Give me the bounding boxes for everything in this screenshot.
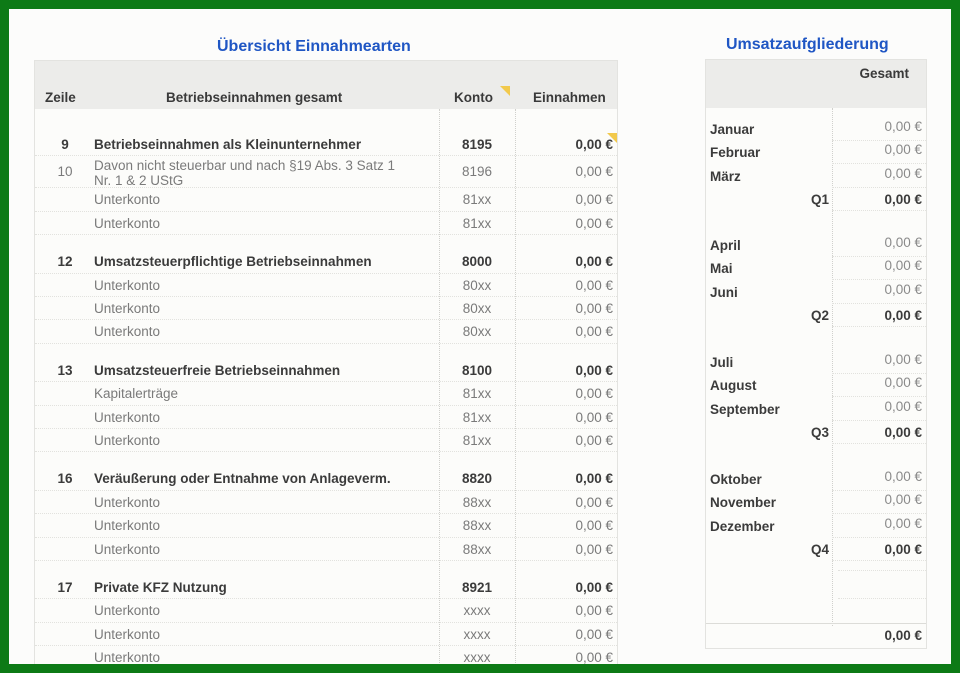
- quarter-total[interactable]: 0,00 €: [884, 192, 922, 208]
- grand-total[interactable]: 0,00 €: [884, 628, 922, 643]
- left-table-title: Übersicht Einnahmearten: [217, 38, 411, 55]
- table-row: [35, 133, 617, 156]
- header-gesamt: Gesamt: [859, 66, 909, 81]
- description-cell: Kapitalerträge: [94, 386, 179, 402]
- month-label: April: [710, 238, 741, 253]
- description-cell: Unterkonto: [94, 494, 161, 510]
- description-cell: Private KFZ Nutzung: [94, 580, 227, 595]
- month-value[interactable]: 0,00 €: [884, 515, 922, 531]
- description-cell: Unterkonto: [94, 603, 161, 619]
- table-row: [35, 491, 617, 514]
- amount-cell[interactable]: 0,00 €: [575, 494, 613, 510]
- table-row: [35, 514, 617, 537]
- month-value[interactable]: 0,00 €: [884, 119, 922, 134]
- amount-cell[interactable]: 0,00 €: [575, 192, 613, 208]
- row-divider: [35, 343, 617, 344]
- table-row: [35, 156, 617, 188]
- konto-cell[interactable]: xxxx: [463, 650, 491, 664]
- month-value[interactable]: 0,00 €: [884, 352, 922, 367]
- amount-cell[interactable]: 0,00 €: [575, 603, 613, 619]
- table-row: [35, 250, 617, 273]
- month-value[interactable]: 0,00 €: [884, 258, 922, 274]
- description-cell: Unterkonto: [94, 433, 161, 448]
- konto-cell[interactable]: 8820: [461, 471, 493, 487]
- description-cell: Betriebseinnahmen als Kleinunternehmer: [94, 137, 362, 152]
- konto-cell[interactable]: 8195: [461, 137, 493, 152]
- table-row: [35, 274, 617, 297]
- table-row: [35, 297, 617, 320]
- table-row: [35, 538, 617, 561]
- amount-cell[interactable]: 0,00 €: [575, 518, 613, 534]
- row-divider: [832, 210, 926, 211]
- row-divider: [832, 560, 926, 561]
- month-label: Juli: [710, 355, 734, 370]
- zeile-cell: 9: [61, 137, 69, 152]
- header-zeile: Zeile: [45, 90, 76, 105]
- zeile-cell: 13: [57, 362, 73, 378]
- month-label: Oktober: [710, 472, 762, 487]
- comment-marker-icon[interactable]: [607, 133, 617, 143]
- table-row: [35, 576, 617, 599]
- revenue-breakdown-table: [705, 59, 927, 649]
- amount-cell[interactable]: 0,00 €: [575, 580, 613, 595]
- description-cell: Unterkonto: [94, 192, 161, 208]
- konto-cell[interactable]: 81xx: [462, 386, 492, 402]
- income-types-table: [34, 60, 618, 664]
- amount-cell[interactable]: 0,00 €: [575, 541, 613, 557]
- table-row: [35, 406, 617, 429]
- table-row: [35, 382, 617, 405]
- description-cell: Unterkonto: [94, 409, 161, 425]
- header-konto: Konto: [454, 90, 493, 105]
- konto-cell[interactable]: xxxx: [463, 603, 491, 619]
- amount-cell[interactable]: 0,00 €: [575, 137, 613, 152]
- quarter-total[interactable]: 0,00 €: [884, 308, 922, 324]
- table-row: [35, 467, 617, 490]
- amount-cell[interactable]: 0,00 €: [575, 409, 613, 425]
- month-label: November: [710, 495, 777, 511]
- amount-cell[interactable]: 0,00 €: [575, 471, 613, 487]
- description-cell: Unterkonto: [94, 541, 161, 557]
- month-label: September: [710, 401, 780, 417]
- header-description: Betriebseinnahmen gesamt: [166, 90, 343, 105]
- description-cell: Unterkonto: [94, 215, 161, 231]
- row-divider: [35, 451, 617, 452]
- header-einnahmen: Einnahmen: [533, 90, 606, 105]
- row-divider: [832, 326, 926, 327]
- table-row: [35, 599, 617, 622]
- description-cell: Unterkonto: [94, 277, 161, 293]
- quarter-label: Q3: [810, 425, 829, 441]
- table-row: [35, 212, 617, 235]
- spreadsheet-frame: [9, 9, 951, 664]
- table-header: [35, 61, 617, 109]
- quarter-total[interactable]: 0,00 €: [884, 542, 922, 558]
- comment-marker-icon[interactable]: [500, 86, 510, 96]
- table-header: [706, 60, 926, 108]
- konto-cell[interactable]: 80xx: [462, 277, 492, 293]
- quarter-label: Q2: [810, 308, 829, 324]
- month-label: August: [710, 378, 757, 394]
- table-row: [35, 320, 617, 343]
- month-label: Februar: [710, 145, 761, 161]
- month-value[interactable]: 0,00 €: [884, 492, 922, 508]
- zeile-cell: 16: [57, 471, 73, 487]
- row-divider: [832, 443, 926, 444]
- amount-cell[interactable]: 0,00 €: [575, 433, 613, 448]
- amount-cell[interactable]: 0,00 €: [575, 362, 613, 378]
- month-value[interactable]: 0,00 €: [884, 165, 922, 181]
- amount-cell[interactable]: 0,00 €: [575, 164, 613, 180]
- row-divider: [838, 570, 926, 571]
- amount-cell[interactable]: 0,00 €: [575, 626, 613, 642]
- konto-cell[interactable]: 8196: [461, 164, 493, 180]
- amount-cell[interactable]: 0,00 €: [575, 277, 613, 293]
- month-value[interactable]: 0,00 €: [884, 398, 922, 414]
- konto-cell[interactable]: 81xx: [462, 192, 492, 208]
- description-cell: [94, 158, 395, 188]
- month-value[interactable]: 0,00 €: [884, 235, 922, 250]
- description-cell: Unterkonto: [94, 626, 161, 642]
- quarter-label: Q1: [810, 192, 829, 208]
- description-cell: Unterkonto: [94, 324, 161, 340]
- column-divider: [832, 108, 833, 626]
- description-cell: Umsatzsteuerfreie Betriebseinnahmen: [94, 362, 341, 378]
- table-row: [35, 646, 617, 664]
- description-cell: Veräußerung oder Entnahme von Anlageverm.: [94, 471, 391, 487]
- month-label: März: [710, 168, 741, 184]
- month-label: Juni: [710, 284, 738, 300]
- month-value[interactable]: 0,00 €: [884, 281, 922, 297]
- konto-cell[interactable]: 80xx: [462, 301, 492, 316]
- month-label: Mai: [710, 261, 733, 277]
- month-value[interactable]: 0,00 €: [884, 375, 922, 391]
- month-label: Januar: [710, 122, 755, 137]
- amount-cell[interactable]: 0,00 €: [575, 215, 613, 231]
- row-divider: [35, 234, 617, 235]
- month-value[interactable]: 0,00 €: [884, 469, 922, 484]
- amount-cell[interactable]: 0,00 €: [575, 324, 613, 340]
- konto-cell[interactable]: 88xx: [462, 494, 492, 510]
- konto-cell[interactable]: 88xx: [462, 541, 492, 557]
- row-divider: [35, 560, 617, 561]
- amount-cell[interactable]: 0,00 €: [575, 254, 613, 270]
- konto-cell[interactable]: 81xx: [462, 409, 492, 425]
- row-divider: [838, 598, 926, 599]
- description-line: Nr. 1 & 2 UStG: [94, 173, 184, 189]
- konto-cell[interactable]: 80xx: [462, 324, 492, 340]
- konto-cell[interactable]: 88xx: [462, 518, 492, 534]
- description-line: Davon nicht steuerbar und nach §19 Abs. 3 Satz 1: [94, 158, 395, 174]
- konto-cell[interactable]: 8000: [461, 254, 493, 270]
- description-cell: Unterkonto: [94, 650, 161, 664]
- table-row: [35, 623, 617, 646]
- konto-cell[interactable]: 8921: [461, 580, 493, 595]
- amount-cell[interactable]: 0,00 €: [575, 386, 613, 402]
- konto-cell[interactable]: 81xx: [462, 433, 492, 448]
- konto-cell[interactable]: 81xx: [462, 215, 492, 231]
- quarter-total[interactable]: 0,00 €: [884, 425, 922, 441]
- table-row: [35, 429, 617, 452]
- amount-cell[interactable]: 0,00 €: [575, 650, 613, 664]
- table-row: [35, 359, 617, 382]
- right-table-title: Umsatzaufgliederung: [726, 36, 889, 53]
- description-cell: Unterkonto: [94, 301, 161, 316]
- description-cell: Umsatzsteuerpflichtige Betriebseinnahmen: [94, 254, 372, 270]
- zeile-cell: 17: [57, 580, 73, 595]
- zeile-cell: 12: [57, 254, 73, 270]
- zeile-cell: 10: [57, 164, 73, 180]
- konto-cell[interactable]: xxxx: [463, 626, 491, 642]
- quarter-label: Q4: [810, 542, 829, 558]
- konto-cell[interactable]: 8100: [461, 362, 493, 378]
- month-label: Dezember: [710, 518, 775, 534]
- table-row: [35, 188, 617, 211]
- month-value[interactable]: 0,00 €: [884, 142, 922, 158]
- amount-cell[interactable]: 0,00 €: [575, 301, 613, 316]
- description-cell: Unterkonto: [94, 518, 161, 534]
